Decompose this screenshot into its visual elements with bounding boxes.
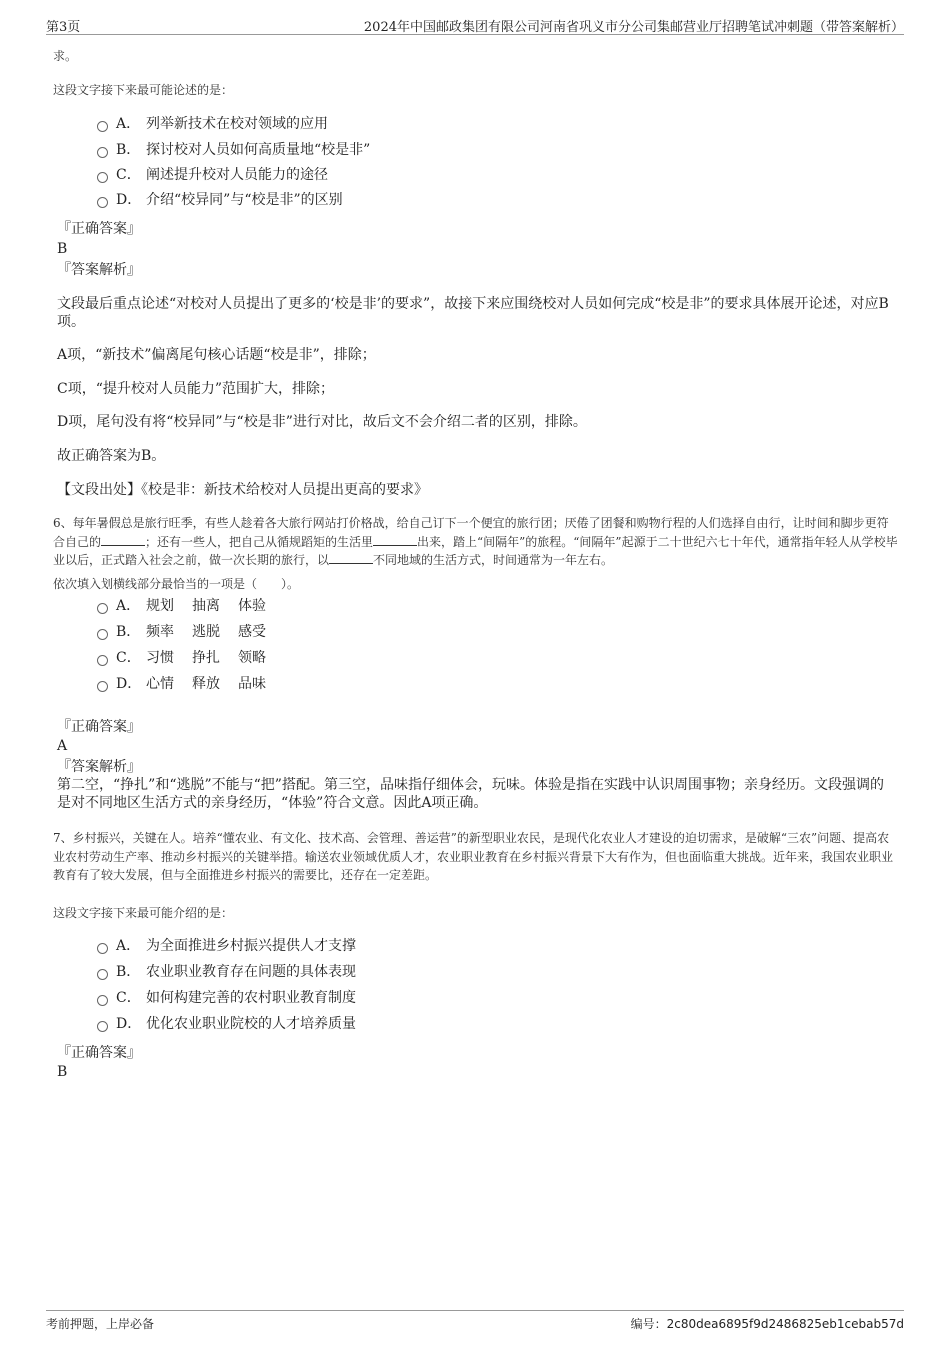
radio-icon[interactable] [97,197,108,208]
source-text: 《校是非：新技术给校对人员提出更高的要求》 [141,482,428,498]
q6-option-d[interactable]: D． 心情 释放 品味 [97,673,266,695]
q5-prompt: 这段文字接下来最可能论述的是： [53,83,234,97]
q5-analysis-paragraph: 故正确答案为B。 [57,448,166,464]
radio-icon[interactable] [97,172,108,183]
radio-icon[interactable] [97,121,108,132]
q5-analysis-paragraph: D项，尾句没有将“校异同”与“校是非”进行对比，故后文不会介绍二者的区别，排除。 [57,414,587,430]
q7-option-a[interactable]: A． 为全面推进乡村振兴提供人才支撑 [97,935,356,957]
fill-blank [329,551,373,564]
q6-stem: 6、每年暑假总是旅行旺季，有些人趁着各大旅行网站打价格战，给自己订下一个便宜的旅行团；厌倦了团餐和购物行程的人们选择自由行，让时间和脚步更符合自己的 ；还有一些人，把自己从循规蹈矩的生活里 出来，踏上“间隔年”的旅程。“间隔年”起源于二十世纪六七十年代，通常指年轻人从学校毕业以后，正式踏入社会之前，做一次长期的旅行，以 不同地域的生活方式，时间通常为一年左右。 [53,516,898,567]
q5-option-a[interactable]: A． 列举新技术在校对领域的应用 [97,113,328,135]
q6-option-b[interactable]: B． 频率 逃脱 感受 [97,621,266,643]
radio-icon[interactable] [97,147,108,158]
q5-source [57,479,428,501]
radio-icon[interactable] [97,943,108,954]
source-bracket: 【文段出处】 [57,482,141,498]
q5-continued-text: 求。 [53,49,78,63]
q7-stem: 7、乡村振兴，关键在人。培养“懂农业、有文化、技术高、会管理、善运营”的新型职业农民，是现代化农业人才建设的迫切需求，是破解“三农”问题、提高农业农村劳动生产率、推动乡村振兴的关键举措。输送农业领域优质人才，农业职业教育在乡村振兴背景下大有作为，但也面临重大挑战。近年来，我国农业职业教育有了较大发展，但与全面推进乡村振兴的需要比，还存在一定差距。 [53,831,894,882]
radio-icon[interactable] [97,1021,108,1032]
q6-prompt: 依次填入划横线部分最恰当的一项是（ ）。 [53,577,300,591]
page-header [46,14,904,35]
q5-option-d[interactable]: D． 介绍“校异同”与“校是非”的区别 [97,189,343,211]
q5-answer-label: 『正确答案』 [57,221,141,237]
q5-analysis-paragraph: A项，“新技术”偏离尾句核心话题“校是非”，排除； [57,347,376,363]
q7-option-c[interactable]: C． 如何构建完善的农村职业教育制度 [97,987,356,1009]
footer-slogan: 考前押题，上岸必备 [46,1317,155,1331]
q6-analysis-label: 『答案解析』 [57,759,141,775]
q6-answer-label: 『正确答案』 [57,719,141,735]
q7-option-d[interactable]: D． 优化农业职业院校的人才培养质量 [97,1013,356,1035]
page-footer [46,1310,904,1333]
document-code: 编号：2c80dea6895f9d2486825eb1cebab57d [630,1317,904,1331]
document-title: 2024年中国邮政集团有限公司河南省巩义市分公司集邮营业厅招聘笔试冲刺题（带答案解析） [363,20,904,35]
fill-blank [101,533,145,546]
radio-icon[interactable] [97,995,108,1006]
radio-icon[interactable] [97,629,108,640]
q6-answer: A [57,738,68,754]
q7-prompt: 这段文字接下来最可能介绍的是： [53,906,234,920]
radio-icon[interactable] [97,655,108,666]
q6-analysis: 第二空，“挣扎”和“逃脱”不能与“把”搭配。第三空，品味指仔细体会，玩味。体验是指在实践中认识周围事物；亲身经历。文段强调的是对不同地区生活方式的亲身经历，“体验”符合文意。因此A项正确。 [57,777,884,811]
q5-analysis-paragraph: 文段最后重点论述“对校对人员提出了更多的‘校是非’的要求”，故接下来应围绕校对人员如何完成“校是非”的要求具体展开论述，对应B项。 [57,296,889,330]
q7-answer-label: 『正确答案』 [57,1045,141,1061]
q5-analysis-paragraph: C项，“提升校对人员能力”范围扩大，排除； [57,381,335,397]
q7-option-b[interactable]: B． 农业职业教育存在问题的具体表现 [97,961,356,983]
q5-option-c[interactable]: C． 阐述提升校对人员能力的途径 [97,164,328,186]
fill-blank [373,533,417,546]
q5-analysis-label: 『答案解析』 [57,262,141,278]
q6-option-a[interactable]: A． 规划 抽离 体验 [97,595,266,617]
radio-icon[interactable] [97,969,108,980]
radio-icon[interactable] [97,681,108,692]
q5-option-b[interactable]: B． 探讨校对人员如何高质量地“校是非” [97,139,370,161]
page-number: 第3页 [46,20,81,35]
q6-option-c[interactable]: C． 习惯 挣扎 领略 [97,647,266,669]
q7-answer: B [57,1064,68,1080]
radio-icon[interactable] [97,603,108,614]
q5-answer: B [57,241,68,257]
